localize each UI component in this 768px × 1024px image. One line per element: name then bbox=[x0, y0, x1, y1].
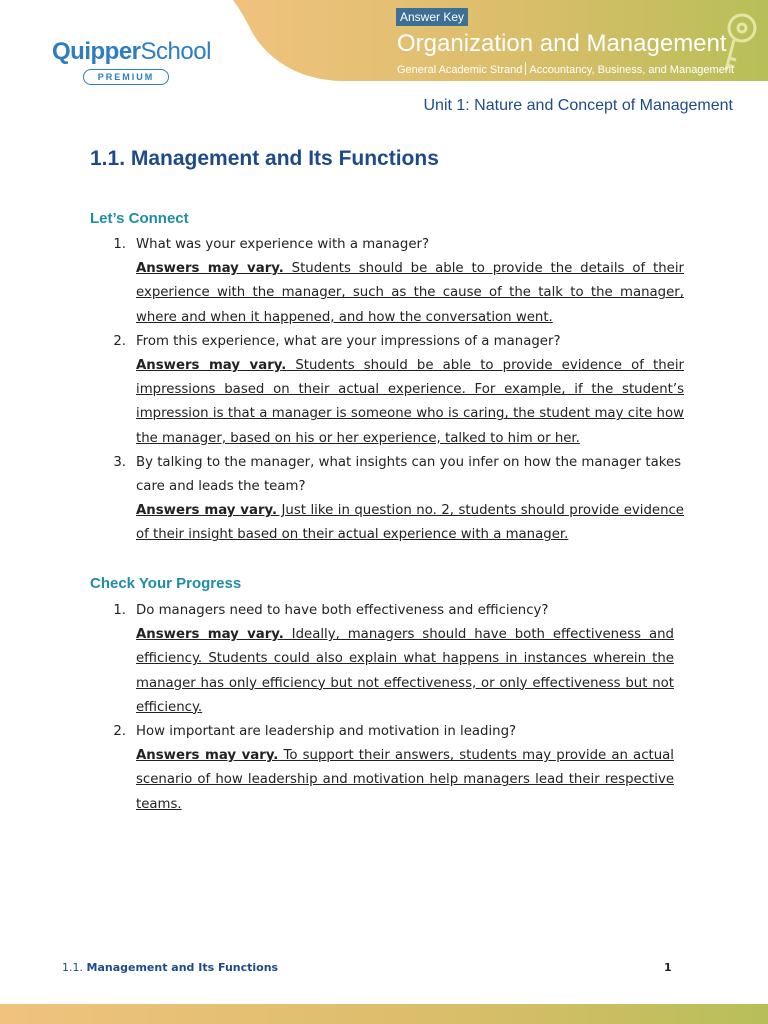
answer-body: Ideally, managers should have both effectiveness and efficiency. Students could also explain what happens in instances wherein the manager has only efficiency but not effectiveness, or only effectiveness but not efficiency. bbox=[136, 627, 674, 715]
answer-lead: Answers may vary. bbox=[136, 748, 279, 764]
footer-band bbox=[0, 1004, 768, 1024]
section-heading-check-your-progress: Check Your Progress bbox=[90, 575, 242, 592]
question-item bbox=[110, 330, 684, 451]
page-number: 1 bbox=[664, 961, 672, 974]
answer-text bbox=[136, 354, 684, 451]
answer-lead: Answers may vary. bbox=[136, 627, 284, 643]
question-text: What was your experience with a manager? bbox=[136, 237, 430, 252]
strand-separator bbox=[525, 62, 526, 75]
footer-title bbox=[62, 961, 278, 974]
footer-lesson-title: Management and Its Functions bbox=[86, 961, 279, 974]
question-text: How important are leadership and motivation in leading? bbox=[136, 724, 517, 740]
quipper-school-logo bbox=[52, 38, 211, 85]
logo-tier: PREMIUM bbox=[83, 69, 169, 85]
answer-text bbox=[136, 257, 684, 330]
answer-body: To support their answers, students may provide an actual scenario of how leadership and motivation help managers lead their respective teams. bbox=[136, 748, 674, 812]
answer-body: Students should be able to provide the details of their experience with the manager, such as the cause of the talk to the manager, where and when it happened, and how the conversation went. bbox=[136, 261, 684, 325]
question-item bbox=[110, 599, 674, 720]
answer-lead: Answers may vary. bbox=[136, 503, 278, 519]
logo-text-bold: Quipper bbox=[52, 38, 141, 65]
question-number: 2. bbox=[113, 333, 126, 349]
strand-line bbox=[397, 62, 734, 76]
answer-body: Just like in question no. 2, students should provide evidence of their insight based on their actual experience with a manager. bbox=[136, 503, 684, 543]
answer-lead: Answers may vary. bbox=[136, 261, 284, 277]
question-item bbox=[110, 720, 674, 817]
unit-heading: Unit 1: Nature and Concept of Management bbox=[423, 97, 733, 114]
answer-text bbox=[136, 499, 684, 547]
strand-label: General Academic Strand bbox=[397, 64, 523, 76]
answer-body: Students should be able to provide evidence of their impressions based on their actual experience. For example, if the student’s impression is that a manager is someone who is caring, the student may cite how the manager, based on his or her experience, talked to him or her. bbox=[136, 358, 684, 446]
question-text: By talking to the manager, what insights can you infer on how the manager takes care and leads the team? bbox=[136, 454, 682, 495]
answer-text bbox=[136, 623, 674, 720]
question-number: 1. bbox=[113, 603, 126, 618]
footer-number: 1.1. bbox=[62, 961, 83, 974]
question-item bbox=[110, 451, 684, 548]
answer-lead: Answers may vary. bbox=[136, 358, 287, 374]
answer-key-badge: Answer Key bbox=[396, 8, 468, 26]
logo-text-rest: School bbox=[140, 38, 211, 65]
question-number: 1. bbox=[113, 237, 126, 252]
subject-title: Organization and Management bbox=[397, 30, 727, 57]
question-text: From this experience, what are your impressions of a manager? bbox=[136, 333, 561, 349]
lesson-title: 1.1. Management and Its Functions bbox=[90, 147, 439, 170]
question-number: 3. bbox=[113, 454, 126, 470]
section-heading-lets-connect: Let’s Connect bbox=[90, 210, 189, 227]
question-list-check-your-progress bbox=[110, 599, 674, 817]
question-list-lets-connect bbox=[110, 233, 684, 548]
question-item bbox=[110, 233, 684, 330]
track-label: Accountancy, Business, and Management bbox=[529, 64, 734, 76]
question-number: 2. bbox=[113, 724, 126, 740]
question-text: Do managers need to have both effectiveness and efficiency? bbox=[136, 603, 549, 618]
answer-text bbox=[136, 744, 674, 817]
